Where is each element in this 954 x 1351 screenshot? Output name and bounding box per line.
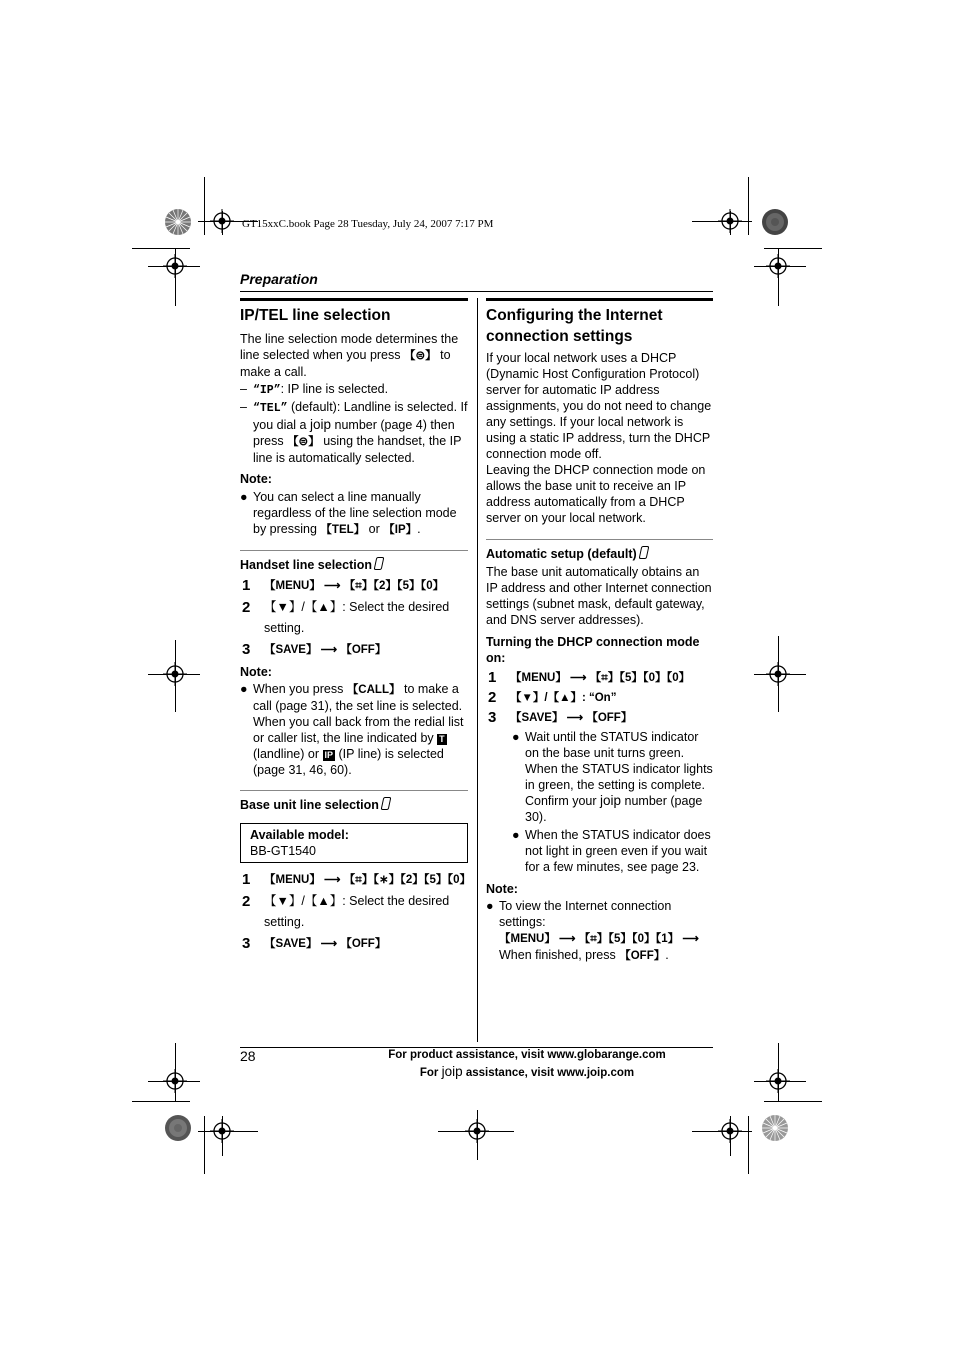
registration-mark-icon (210, 209, 234, 233)
note-bullet: ● To view the Internet connection settings: 【MENU】 ⟶ 【⌗】【5】【0】【1】 ⟶ When finished, press 【OFF】. (486, 899, 699, 962)
note-heading: Note: (240, 472, 272, 486)
footer-line-2: For joip assistance, visit www.joip.com (419, 1064, 635, 1079)
right-column-top-rule (486, 298, 713, 301)
option-ip: – “IP”: IP line is selected. (240, 382, 389, 397)
note-heading: Note: (240, 665, 272, 679)
footer-rule (240, 1047, 713, 1048)
column-divider (477, 298, 478, 1042)
step-item: 1 【MENU】 ⟶ 【⌗】【∗】【2】【5】【0】 (242, 871, 472, 888)
color-dial-icon (761, 208, 789, 236)
book-info-line: GT15xxC.book Page 28 Tuesday, July 24, 2007 7:17 PM (242, 218, 494, 230)
ip-line-icon: IP (324, 750, 334, 760)
step-item: 3 【SAVE】 ⟶ 【OFF】 (488, 709, 633, 726)
right-column (486, 305, 713, 964)
option-tel: – “TEL” (default): Landline is selected. If you dial a joip number (page 4) then press 【⊜】 using the handset, the IP line is automatically selected. (240, 400, 468, 465)
footer-line-1: For product assistance, visit www.globarange.com (388, 1049, 666, 1061)
auto-setup-text: The base unit automatically obtains an IP address and other Internet connection settings (subnet mask, default gateway, and DNS server addresses). (486, 565, 712, 627)
talk-key-icon: 【⊜】 (287, 436, 320, 448)
left-column-top-rule (240, 298, 468, 301)
left-column (240, 305, 472, 955)
sub-bullet: ● When the STATUS indicator does not light in green even if you wait for a few minutes, see page 23. (512, 828, 711, 874)
note-heading: Note: (486, 882, 518, 896)
step-item: 3 【SAVE】 ⟶ 【OFF】 (242, 935, 387, 952)
sub-bullet: ● Wait until the STATUS indicator on the base unit turns green. When the STATUS indicator lights in green, the setting is complete. Confirm your joip number (page 30). (512, 730, 713, 824)
registration-mark-icon (766, 254, 790, 278)
note-bullet: ● You can select a line manually regardless of the line selection mode by pressing 【TEL】 or 【IP】. (240, 490, 457, 536)
base-steps (240, 869, 472, 955)
joip-logo: joip (600, 793, 622, 808)
ip-tel-title: IP/TEL line selection (240, 307, 391, 324)
registration-mark-icon (718, 209, 742, 233)
section-label: Preparation (240, 271, 318, 287)
registration-mark-icon (718, 1119, 742, 1143)
registration-mark-icon (210, 1119, 234, 1143)
handset-icon (381, 797, 392, 810)
talk-key-icon: 【⊜】 (404, 350, 437, 362)
dhcp-on-heading: Turning the DHCP connection mode on: (486, 635, 700, 665)
registration-mark-icon (766, 662, 790, 686)
joip-logo: joip (441, 1064, 463, 1079)
step-item: 2 【▼】/【▲】: “On” (488, 689, 617, 706)
base-line-heading: Base unit line selection (240, 797, 468, 813)
auto-setup-heading: Automatic setup (default) (486, 546, 713, 562)
internet-title: Configuring the Internet connection settings (486, 307, 663, 345)
intro-paragraph: The line selection mode determines the line selected when you press 【⊜】 to make a call. (240, 332, 459, 379)
handset-icon (638, 546, 649, 559)
landline-icon: T (439, 734, 445, 744)
color-dial-icon (164, 208, 192, 236)
step-item: 2 【▼】/【▲】: Select the desired setting. (242, 599, 450, 635)
dhcp-paragraph-2: Leaving the DHCP connection mode on allows the base unit to receive an IP address automatically from a DHCP server on your local network. (486, 463, 706, 525)
note-bullet: ● When you press 【CALL】 to make a call (page 31), the set line is selected. When you call back from the redial list or caller list, the line indicated by T (landline) or IP (IP line) is selected (page 31, 46, 60). (240, 682, 464, 777)
color-dial-icon (164, 1114, 192, 1142)
dhcp-steps (486, 668, 713, 728)
registration-mark-icon (163, 1069, 187, 1093)
registration-mark-icon (766, 1069, 790, 1093)
handset-icon (374, 557, 385, 570)
available-model-box: Available model: BB-GT1540 (240, 823, 468, 863)
color-dial-icon (761, 1114, 789, 1142)
registration-mark-icon (163, 254, 187, 278)
step-item: 1 【MENU】 ⟶ 【⌗】【2】【5】【0】 (242, 577, 445, 594)
step-item: 3 【SAVE】 ⟶ 【OFF】 (242, 641, 387, 658)
page-number: 28 (240, 1048, 256, 1064)
registration-mark-icon (465, 1119, 489, 1143)
handset-line-heading: Handset line selection (240, 557, 468, 573)
dhcp-paragraph: If your local network uses a DHCP (Dynamic Host Configuration Protocol) server for automatic IP address assignments, you do not need to change any settings. If your local network is using a static IP address, turn the DHCP connection mode off. (486, 351, 712, 461)
joip-logo: joip (310, 417, 332, 432)
step-item: 2 【▼】/【▲】: Select the desired setting. (242, 893, 450, 929)
step-item: 1 【MENU】 ⟶ 【⌗】【5】【0】【0】 (488, 669, 691, 686)
header-rule (240, 291, 713, 292)
registration-mark-icon (163, 662, 187, 686)
handset-steps (240, 575, 468, 661)
